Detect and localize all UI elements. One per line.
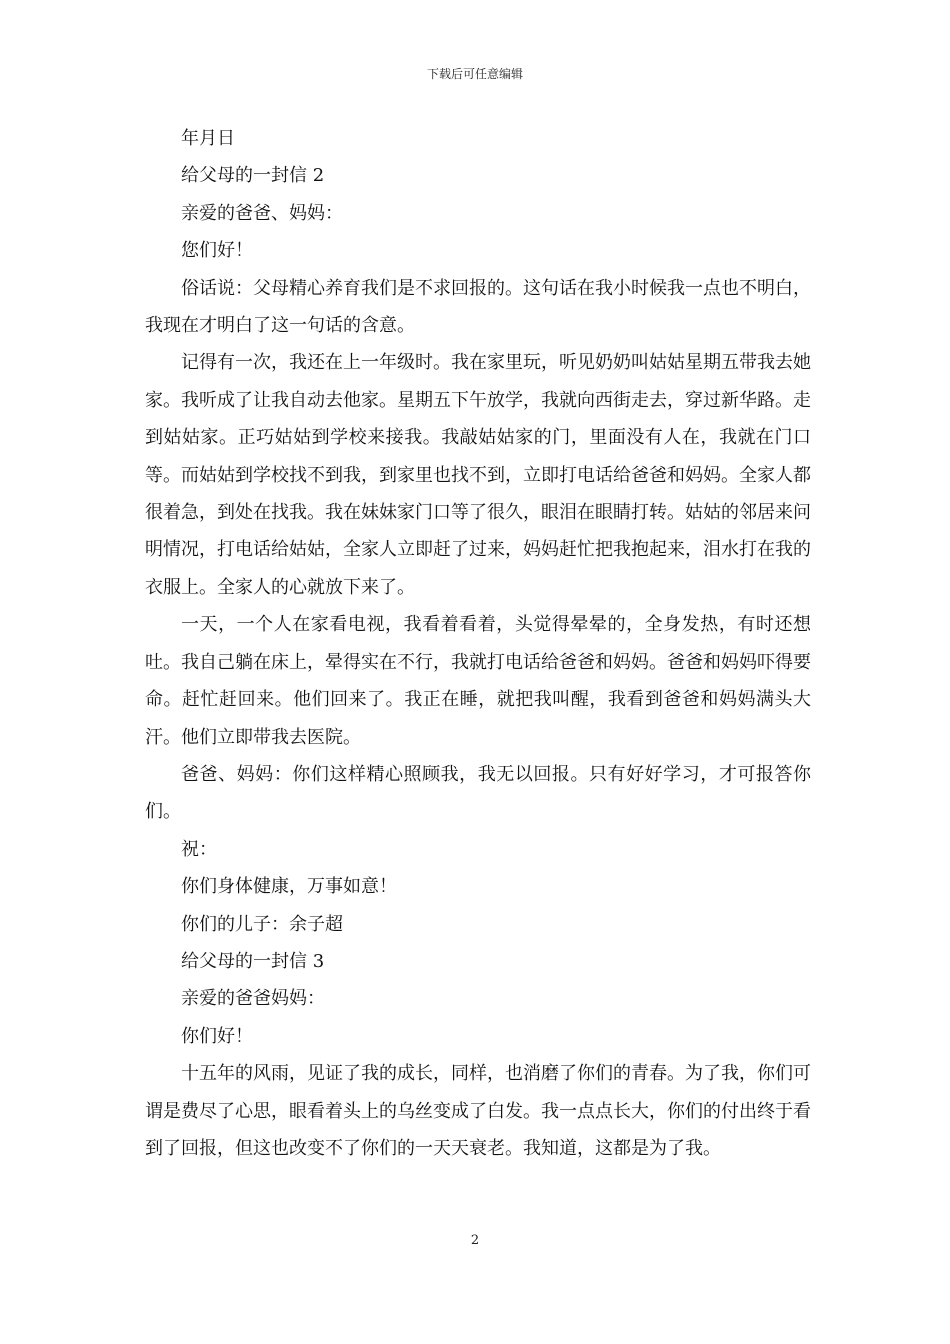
body-paragraph: 一天，一个人在家看电视，我看着看着，头觉得晕晕的，全身发热，有时还想吐。我自己躺在床上，晕得实在不行，我就打电话给爸爸和妈妈。爸爸和妈妈吓得要命。赶忙赶回来。他们回来了。我正在睡，就把我叫醒，我看到爸爸和妈妈满头大汗。他们立即带我去医院。 [145,614,811,748]
body-paragraph: 俗话说：父母精心养育我们是不求回报的。这句话在我小时候我一点也不明白，我现在才明白了这一句话的含意。 [145,277,811,337]
body-paragraph: 十五年的风雨，见证了我的成长，同样，也消磨了你们的青春。为了我，你们可谓是费尽了心思，眼看着头上的乌丝变成了白发。我一点点长大，你们的付出终于看到了回报，但这也改变不了你们的一天天衰老。我知道，这都是为了我。 [145,1063,811,1159]
date-line: 年月日 [181,128,235,149]
signature: 你们的儿子：余子超 [181,913,343,935]
greeting: 您们好！ [181,240,253,262]
letter-title: 给父母的一封信 3 [181,950,325,972]
closing-wish: 祝： [181,838,217,860]
salutation: 亲爱的爸爸妈妈： [181,988,325,1010]
body-paragraph: 记得有一次，我还在上一年级时。我在家里玩，听见奶奶叫姑姑星期五带我去她家。我听成了让我自动去他家。星期五下午放学，我就向西街走去，穿过新华路。走到姑姑家。正巧姑姑到学校来接我。我敲姑姑家的门，里面没有人在，我就在门口等。而姑姑到学校找不到我，到家里也找不到，立即打电话给爸爸和妈妈。全家人都很着急，到处在找我。我在妹妹家门口等了很久，眼泪在眼睛打转。姑姑的邻居来问明情况，打电话给姑姑，全家人立即赶了过来，妈妈赶忙把我抱起来，泪水打在我的衣服上。全家人的心就放下来了。 [145,352,811,598]
greeting: 你们好！ [181,1025,253,1047]
document-body [145,120,811,1167]
body-paragraph: 爸爸、妈妈：你们这样精心照顾我，我无以回报。只有好好学习，才可报答你们。 [145,763,811,823]
page-header: 下载后可任意编辑 [426,67,523,81]
salutation: 亲爱的爸爸、妈妈： [181,202,343,224]
page-number: 2 [470,1233,480,1248]
letter-title: 给父母的一封信 2 [181,165,325,187]
closing-wish-text: 你们身体健康，万事如意！ [181,876,397,898]
